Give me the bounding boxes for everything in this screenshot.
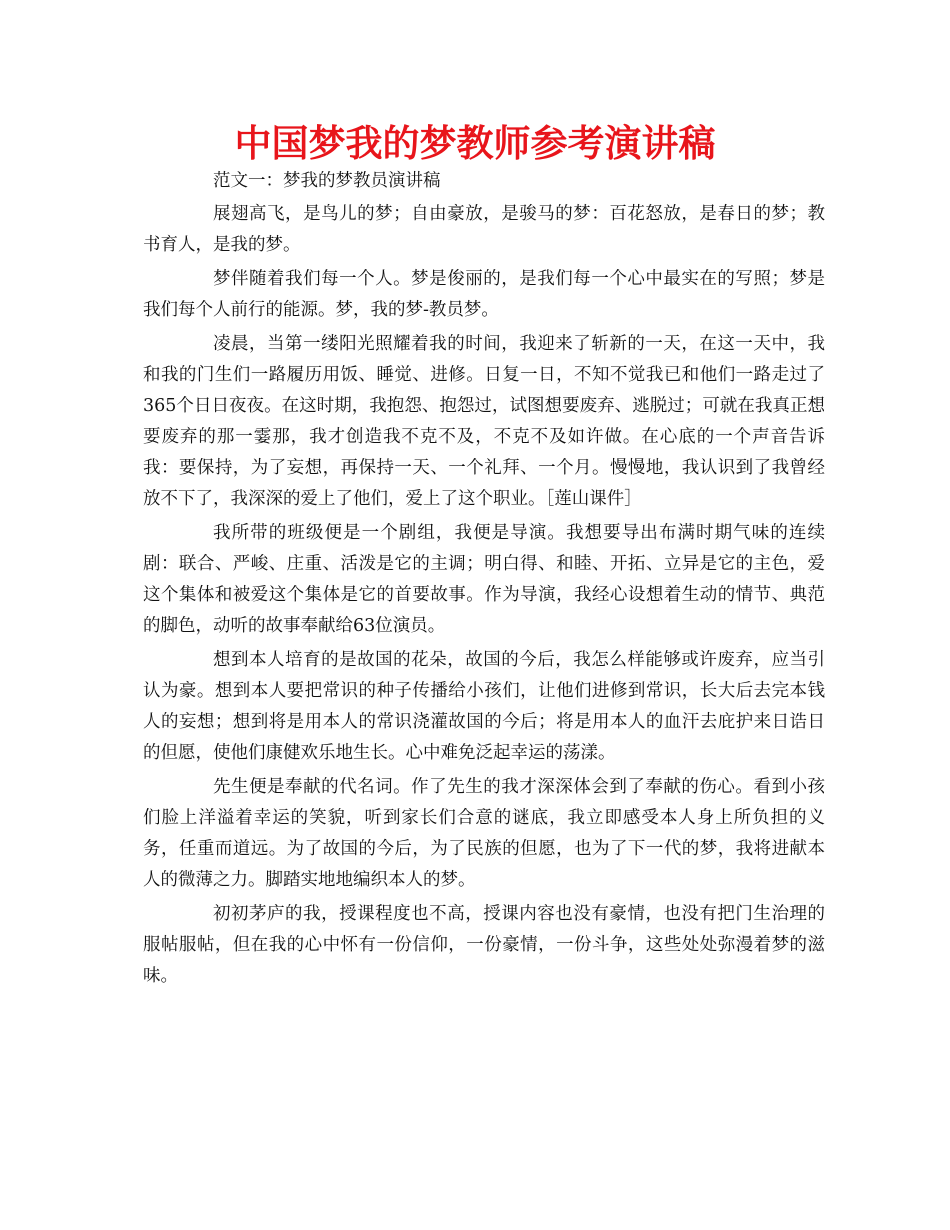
document-title: 中国梦我的梦教师参考演讲稿: [234, 122, 716, 165]
paragraph: 我所带的班级便是一个剧组，我便是导演。我想要导出布满时期气味的连续剧：联合、严峻、庄重、活泼是它的主调；明白得、和睦、开拓、立异是它的主色，爱这个集体和被爱这个集体是它的首要故事。作为导演，我经心设想着生动的情节、典范的脚色，动听的故事奉献给63位演员。: [143, 523, 825, 636]
paragraph: 展翅高飞，是鸟儿的梦；自由豪放，是骏马的梦：百花怒放，是春日的梦；教书育人，是我的梦。: [143, 204, 825, 255]
paragraph: 凌晨，当第一缕阳光照耀着我的时间，我迎来了斩新的一天，在这一天中，我和我的门生们一路履历用饭、睡觉、进修。日复一日，不知不觉我已和他们一路走过了365个日日夜夜。在这时期，我抱怨、抱怨过，试图想要废弃、逃脱过；可就在我真正想要废弃的那一霎那，我才创造我不克不及，不克不及如许做。在心底的一个声音告诉我：要保持，为了妄想，再保持一天、一个礼拜、一个月。慢慢地，我认识到了我曾经放不下了，我深深的爱上了他们，爱上了这个职业。［莲山课件］: [143, 334, 825, 509]
document-body: [143, 166, 825, 992]
paragraph: 初初茅庐的我，授课程度也不高，授课内容也没有豪情，也没有把门生治理的服帖服帖，但在我的心中怀有一份信仰，一份豪情，一份斗争，这些处处弥漫着梦的滋味。: [143, 904, 825, 986]
paragraph: 想到本人培育的是故国的花朵，故国的今后，我怎么样能够或许废弃，应当引认为豪。想到本人要把常识的种子传播给小孩们，让他们进修到常识，长大后去完本钱人的妄想；想到将是用本人的常识浇灌故国的今后；将是用本人的血汗去庇护来日诰日的但愿，使他们康健欢乐地生长。心中难免泛起幸运的荡漾。: [143, 650, 825, 763]
paragraph: 梦伴随着我们每一个人。梦是俊丽的，是我们每一个心中最实在的写照；梦是我们每个人前行的能源。梦，我的梦-教员梦。: [143, 269, 825, 320]
paragraph: 先生便是奉献的代名词。作了先生的我才深深体会到了奉献的伤心。看到小孩们脸上洋溢着幸运的笑貌，听到家长们合意的谜底，我立即感受本人身上所负担的义务，任重而道远。为了故国的今后，为了民族的但愿，也为了下一代的梦，我将进献本人的微薄之力。脚踏实地地编织本人的梦。: [143, 777, 825, 890]
document-subtitle: 范文一：梦我的梦教员演讲稿: [213, 171, 441, 191]
